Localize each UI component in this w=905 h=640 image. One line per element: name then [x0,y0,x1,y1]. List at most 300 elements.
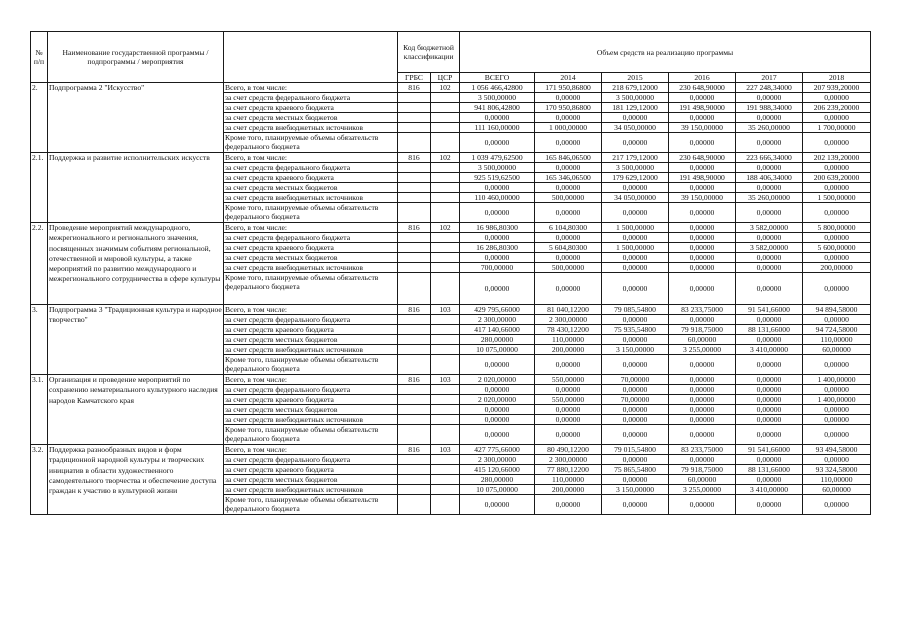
amount-2015: 3 150,00000 [602,345,669,355]
amount-2016: 191 498,90000 [669,103,736,113]
amount-2016: 0,00000 [669,315,736,325]
amount-2016: 60,00000 [669,475,736,485]
program-name: Подпрограмма 3 "Традиционная культура и народное творчество" [48,305,224,375]
amount-2014: 500,00000 [535,193,602,203]
amount-2017: 88 131,66000 [736,325,803,335]
row-number: 3.1. [31,375,48,445]
amount-2017: 0,00000 [736,315,803,325]
amount-2015: 0,00000 [602,263,669,273]
amount-2018: 0,00000 [803,385,871,395]
amount-2018: 0,00000 [803,183,871,193]
amount-2016: 0,00000 [669,395,736,405]
grbs-code [398,183,431,193]
funding-source-regional: за счет средств краевого бюджета [224,395,398,405]
amount-2016: 0,00000 [669,263,736,273]
funding-source-total: Всего, в том числе: [224,445,398,455]
funding-source-planned: Кроме того, планируемые объемы обязательств федерального бюджета [224,495,398,515]
csr-code: 103 [431,305,460,315]
amount-2017: 0,00000 [736,405,803,415]
amount-2015: 181 129,12000 [602,103,669,113]
amount-total: 0,00000 [460,133,535,153]
amount-2017: 188 406,34000 [736,173,803,183]
amount-2017: 0,00000 [736,495,803,515]
amount-2017: 0,00000 [736,455,803,465]
grbs-code [398,103,431,113]
amount-2015: 34 050,00000 [602,193,669,203]
amount-2016: 0,00000 [669,133,736,153]
amount-2018: 200,00000 [803,263,871,273]
funding-source-local: за счет средств местных бюджетов [224,113,398,123]
amount-2017: 35 260,00000 [736,123,803,133]
amount-2015: 34 050,00000 [602,123,669,133]
header-volume: Объем средств на реализацию программы [460,32,871,73]
amount-2018: 0,00000 [803,355,871,375]
csr-code [431,173,460,183]
amount-2017: 0,00000 [736,183,803,193]
amount-total: 16 286,80300 [460,243,535,253]
csr-code [431,103,460,113]
header-year-2014: 2014 [535,73,602,83]
program-name: Подпрограмма 2 "Искусство" [48,83,224,153]
amount-2015: 0,00000 [602,335,669,345]
csr-code [431,335,460,345]
amount-2015: 0,00000 [602,183,669,193]
grbs-code: 816 [398,153,431,163]
amount-2017: 227 248,34000 [736,83,803,93]
amount-2018: 93 324,58000 [803,465,871,475]
amount-2018: 0,00000 [803,273,871,305]
amount-2014: 0,00000 [535,183,602,193]
amount-total: 0,00000 [460,425,535,445]
amount-total: 0,00000 [460,355,535,375]
budget-table [30,31,871,515]
funding-source-regional: за счет средств краевого бюджета [224,173,398,183]
header-code-group: Код бюджетной классификации [398,32,460,73]
grbs-code [398,113,431,123]
amount-2017: 0,00000 [736,263,803,273]
amount-total: 111 160,00000 [460,123,535,133]
amount-2014: 2 300,00000 [535,455,602,465]
amount-2016: 0,00000 [669,253,736,263]
amount-2014: 0,00000 [535,495,602,515]
amount-2017: 3 582,00000 [736,223,803,233]
amount-total: 0,00000 [460,183,535,193]
funding-source-extrabudget: за счет средств внебюджетных источников [224,193,398,203]
funding-source-planned: Кроме того, планируемые объемы обязательств федерального бюджета [224,355,398,375]
program-name: Организация и проведение мероприятий по сохранению нематериального культурного наследия народов Камчатского края [48,375,224,445]
amount-2015: 0,00000 [602,203,669,223]
amount-2016: 0,00000 [669,183,736,193]
row-number: 2.2. [31,223,48,305]
funding-source-local: за счет средств местных бюджетов [224,335,398,345]
funding-source-total: Всего, в том числе: [224,83,398,93]
amount-total: 1 039 479,62500 [460,153,535,163]
amount-2014: 170 950,86800 [535,103,602,113]
amount-2018: 1 400,00000 [803,395,871,405]
amount-2018: 1 700,00000 [803,123,871,133]
grbs-code [398,133,431,153]
funding-source-federal: за счет средств федерального бюджета [224,385,398,395]
amount-2015: 179 629,12000 [602,173,669,183]
table-body [31,83,871,515]
amount-2016: 0,00000 [669,415,736,425]
amount-total: 280,00000 [460,335,535,345]
amount-2018: 94 894,58000 [803,305,871,315]
funding-source-federal: за счет средств федерального бюджета [224,163,398,173]
csr-code: 102 [431,223,460,233]
amount-total: 110 460,00000 [460,193,535,203]
amount-2018: 0,00000 [803,253,871,263]
amount-2015: 75 865,54800 [602,465,669,475]
amount-2015: 217 179,12000 [602,153,669,163]
grbs-code [398,455,431,465]
header-year-total: ВСЕГО [460,73,535,83]
csr-code [431,93,460,103]
grbs-code [398,253,431,263]
amount-total: 0,00000 [460,405,535,415]
csr-code [431,475,460,485]
amount-total: 700,00000 [460,263,535,273]
amount-2017: 191 988,34000 [736,103,803,113]
amount-2015: 0,00000 [602,315,669,325]
csr-code [431,243,460,253]
amount-2018: 200 639,20000 [803,173,871,183]
amount-2016: 0,00000 [669,233,736,243]
amount-2017: 0,00000 [736,335,803,345]
csr-code: 102 [431,83,460,93]
amount-2014: 550,00000 [535,375,602,385]
amount-2018: 93 494,58000 [803,445,871,455]
funding-source-total: Всего, в том числе: [224,305,398,315]
amount-2018: 5 800,00000 [803,223,871,233]
funding-source-planned: Кроме того, планируемые объемы обязательств федерального бюджета [224,203,398,223]
header-num: № п/п [31,32,48,83]
grbs-code [398,415,431,425]
funding-source-extrabudget: за счет средств внебюджетных источников [224,485,398,495]
funding-source-planned: Кроме того, планируемые объемы обязательств федерального бюджета [224,273,398,305]
grbs-code: 816 [398,305,431,315]
amount-2015: 75 935,54800 [602,325,669,335]
amount-2018: 110,00000 [803,475,871,485]
funding-source-regional: за счет средств краевого бюджета [224,325,398,335]
amount-2015: 70,00000 [602,395,669,405]
amount-2014: 0,00000 [535,405,602,415]
row-number: 3. [31,305,48,375]
amount-2015: 0,00000 [602,415,669,425]
amount-total: 2 300,00000 [460,315,535,325]
grbs-code [398,385,431,395]
amount-2014: 81 040,12200 [535,305,602,315]
csr-code [431,133,460,153]
amount-2018: 1 500,00000 [803,193,871,203]
amount-2017: 0,00000 [736,203,803,223]
amount-2018: 0,00000 [803,113,871,123]
amount-2015: 70,00000 [602,375,669,385]
csr-code [431,405,460,415]
amount-2016: 0,00000 [669,113,736,123]
header-grbs: ГРБС [398,73,431,83]
amount-2015: 0,00000 [602,385,669,395]
amount-total: 16 986,80300 [460,223,535,233]
program-name: Поддержка разнообразных видов и форм традиционной народной культуры и творческих инициатив в области художественного самодеятельного творчества и обеспечение доступа граждан к участию в культурной жизни [48,445,224,515]
grbs-code [398,203,431,223]
amount-2014: 171 950,86800 [535,83,602,93]
csr-code [431,253,460,263]
amount-2017: 223 666,34000 [736,153,803,163]
amount-2018: 206 239,20000 [803,103,871,113]
amount-2016: 0,00000 [669,355,736,375]
csr-code [431,113,460,123]
row-number: 2.1. [31,153,48,223]
amount-2018: 0,00000 [803,415,871,425]
funding-source-extrabudget: за счет средств внебюджетных источников [224,263,398,273]
amount-total: 0,00000 [460,495,535,515]
grbs-code [398,243,431,253]
amount-2015: 218 679,12000 [602,83,669,93]
funding-source-extrabudget: за счет средств внебюджетных источников [224,345,398,355]
header-year-2018: 2018 [803,73,871,83]
amount-2014: 5 604,80300 [535,243,602,253]
csr-code [431,263,460,273]
amount-total: 10 075,00000 [460,345,535,355]
amount-2018: 0,00000 [803,133,871,153]
grbs-code [398,325,431,335]
amount-2014: 0,00000 [535,355,602,375]
amount-2018: 0,00000 [803,455,871,465]
amount-2016: 3 255,00000 [669,345,736,355]
amount-2014: 200,00000 [535,485,602,495]
amount-2014: 77 880,12200 [535,465,602,475]
amount-2018: 0,00000 [803,93,871,103]
amount-2017: 0,00000 [736,475,803,485]
amount-2014: 0,00000 [535,415,602,425]
amount-2017: 0,00000 [736,133,803,153]
amount-2017: 3 410,00000 [736,485,803,495]
funding-source-extrabudget: за счет средств внебюджетных источников [224,415,398,425]
header-csr: ЦСР [431,73,460,83]
grbs-code [398,315,431,325]
amount-total: 2 300,00000 [460,455,535,465]
amount-2017: 0,00000 [736,415,803,425]
funding-source-federal: за счет средств федерального бюджета [224,455,398,465]
amount-2015: 0,00000 [602,113,669,123]
amount-2018: 60,00000 [803,485,871,495]
amount-total: 1 056 466,42800 [460,83,535,93]
csr-code: 102 [431,153,460,163]
amount-2014: 0,00000 [535,93,602,103]
amount-2016: 0,00000 [669,425,736,445]
header-year-2016: 2016 [669,73,736,83]
grbs-code [398,465,431,475]
csr-code [431,325,460,335]
amount-2014: 0,00000 [535,203,602,223]
amount-2016: 83 233,75000 [669,305,736,315]
funding-source-local: за счет средств местных бюджетов [224,405,398,415]
amount-2016: 0,00000 [669,455,736,465]
amount-total: 0,00000 [460,273,535,305]
amount-total: 427 775,66000 [460,445,535,455]
amount-2017: 0,00000 [736,163,803,173]
header-year-2015: 2015 [602,73,669,83]
amount-2014: 0,00000 [535,133,602,153]
grbs-code [398,395,431,405]
amount-total: 925 519,62500 [460,173,535,183]
amount-2016: 191 498,90000 [669,173,736,183]
amount-2018: 5 600,00000 [803,243,871,253]
amount-2015: 3 500,00000 [602,163,669,173]
grbs-code [398,173,431,183]
amount-2015: 0,00000 [602,233,669,243]
grbs-code [398,233,431,243]
amount-2016: 39 150,00000 [669,193,736,203]
funding-source-regional: за счет средств краевого бюджета [224,243,398,253]
amount-2017: 0,00000 [736,233,803,243]
csr-code [431,273,460,305]
amount-2015: 0,00000 [602,455,669,465]
funding-source-planned: Кроме того, планируемые объемы обязательств федерального бюджета [224,425,398,445]
grbs-code [398,355,431,375]
funding-source-total: Всего, в том числе: [224,223,398,233]
amount-2016: 0,00000 [669,93,736,103]
amount-2016: 0,00000 [669,243,736,253]
amount-total: 10 075,00000 [460,485,535,495]
amount-2015: 1 500,00000 [602,223,669,233]
amount-2017: 0,00000 [736,395,803,405]
grbs-code [398,475,431,485]
amount-2017: 0,00000 [736,113,803,123]
header-year-2017: 2017 [736,73,803,83]
funding-source-regional: за счет средств краевого бюджета [224,103,398,113]
amount-2018: 60,00000 [803,345,871,355]
grbs-code [398,425,431,445]
funding-source-local: за счет средств местных бюджетов [224,475,398,485]
amount-2014: 0,00000 [535,113,602,123]
funding-source-local: за счет средств местных бюджетов [224,183,398,193]
csr-code [431,355,460,375]
amount-2017: 0,00000 [736,425,803,445]
grbs-code [398,263,431,273]
amount-2014: 0,00000 [535,273,602,305]
amount-2016: 79 918,75000 [669,465,736,475]
amount-2017: 91 541,66000 [736,445,803,455]
csr-code [431,345,460,355]
csr-code [431,203,460,223]
amount-2015: 0,00000 [602,253,669,263]
amount-2018: 1 400,00000 [803,375,871,385]
amount-total: 415 120,66000 [460,465,535,475]
funding-source-federal: за счет средств федерального бюджета [224,233,398,243]
amount-total: 3 500,00000 [460,163,535,173]
csr-code [431,415,460,425]
amount-2018: 207 939,20000 [803,83,871,93]
amount-2015: 0,00000 [602,425,669,445]
amount-2014: 0,00000 [535,385,602,395]
amount-2015: 3 150,00000 [602,485,669,495]
amount-2014: 110,00000 [535,475,602,485]
csr-code [431,395,460,405]
amount-2014: 0,00000 [535,233,602,243]
amount-2016: 3 255,00000 [669,485,736,495]
amount-total: 0,00000 [460,233,535,243]
amount-2016: 230 648,90000 [669,83,736,93]
amount-2014: 78 430,12200 [535,325,602,335]
amount-2017: 0,00000 [736,355,803,375]
amount-2014: 0,00000 [535,253,602,263]
amount-2015: 0,00000 [602,405,669,415]
amount-2014: 550,00000 [535,395,602,405]
funding-source-planned: Кроме того, планируемые объемы обязательств федерального бюджета [224,133,398,153]
amount-2016: 230 648,90000 [669,153,736,163]
amount-total: 0,00000 [460,415,535,425]
amount-2018: 0,00000 [803,163,871,173]
table-row [31,83,871,93]
grbs-code: 816 [398,83,431,93]
amount-total: 2 020,00000 [460,395,535,405]
csr-code: 103 [431,375,460,385]
amount-2015: 3 500,00000 [602,93,669,103]
amount-2014: 0,00000 [535,425,602,445]
amount-2018: 0,00000 [803,233,871,243]
amount-2016: 0,00000 [669,375,736,385]
amount-2014: 165 346,06500 [535,173,602,183]
amount-2017: 3 410,00000 [736,345,803,355]
grbs-code: 816 [398,445,431,455]
funding-source-local: за счет средств местных бюджетов [224,253,398,263]
amount-total: 280,00000 [460,475,535,485]
amount-2017: 91 541,66000 [736,305,803,315]
csr-code [431,485,460,495]
amount-2014: 80 490,12200 [535,445,602,455]
grbs-code [398,345,431,355]
grbs-code [398,163,431,173]
table-row [31,305,871,315]
funding-source-federal: за счет средств федерального бюджета [224,315,398,325]
amount-2015: 0,00000 [602,495,669,515]
amount-2014: 6 104,80300 [535,223,602,233]
amount-2016: 0,00000 [669,163,736,173]
amount-2018: 0,00000 [803,405,871,415]
amount-2016: 0,00000 [669,223,736,233]
csr-code [431,455,460,465]
amount-2015: 1 500,00000 [602,243,669,253]
grbs-code [398,485,431,495]
amount-2016: 79 918,75000 [669,325,736,335]
table-row [31,223,871,233]
amount-2017: 88 131,66000 [736,465,803,475]
grbs-code [398,123,431,133]
amount-2018: 0,00000 [803,315,871,325]
amount-2014: 1 000,00000 [535,123,602,133]
amount-total: 2 020,00000 [460,375,535,385]
amount-2015: 0,00000 [602,355,669,375]
amount-2015: 0,00000 [602,133,669,153]
amount-2018: 94 724,58000 [803,325,871,335]
csr-code [431,123,460,133]
grbs-code [398,335,431,345]
amount-2016: 0,00000 [669,405,736,415]
amount-2017: 0,00000 [736,93,803,103]
funding-source-regional: за счет средств краевого бюджета [224,465,398,475]
csr-code [431,465,460,475]
csr-code [431,495,460,515]
grbs-code [398,405,431,415]
amount-total: 0,00000 [460,253,535,263]
amount-2017: 0,00000 [736,375,803,385]
amount-2018: 0,00000 [803,495,871,515]
amount-2017: 35 260,00000 [736,193,803,203]
grbs-code [398,93,431,103]
amount-total: 417 140,66000 [460,325,535,335]
